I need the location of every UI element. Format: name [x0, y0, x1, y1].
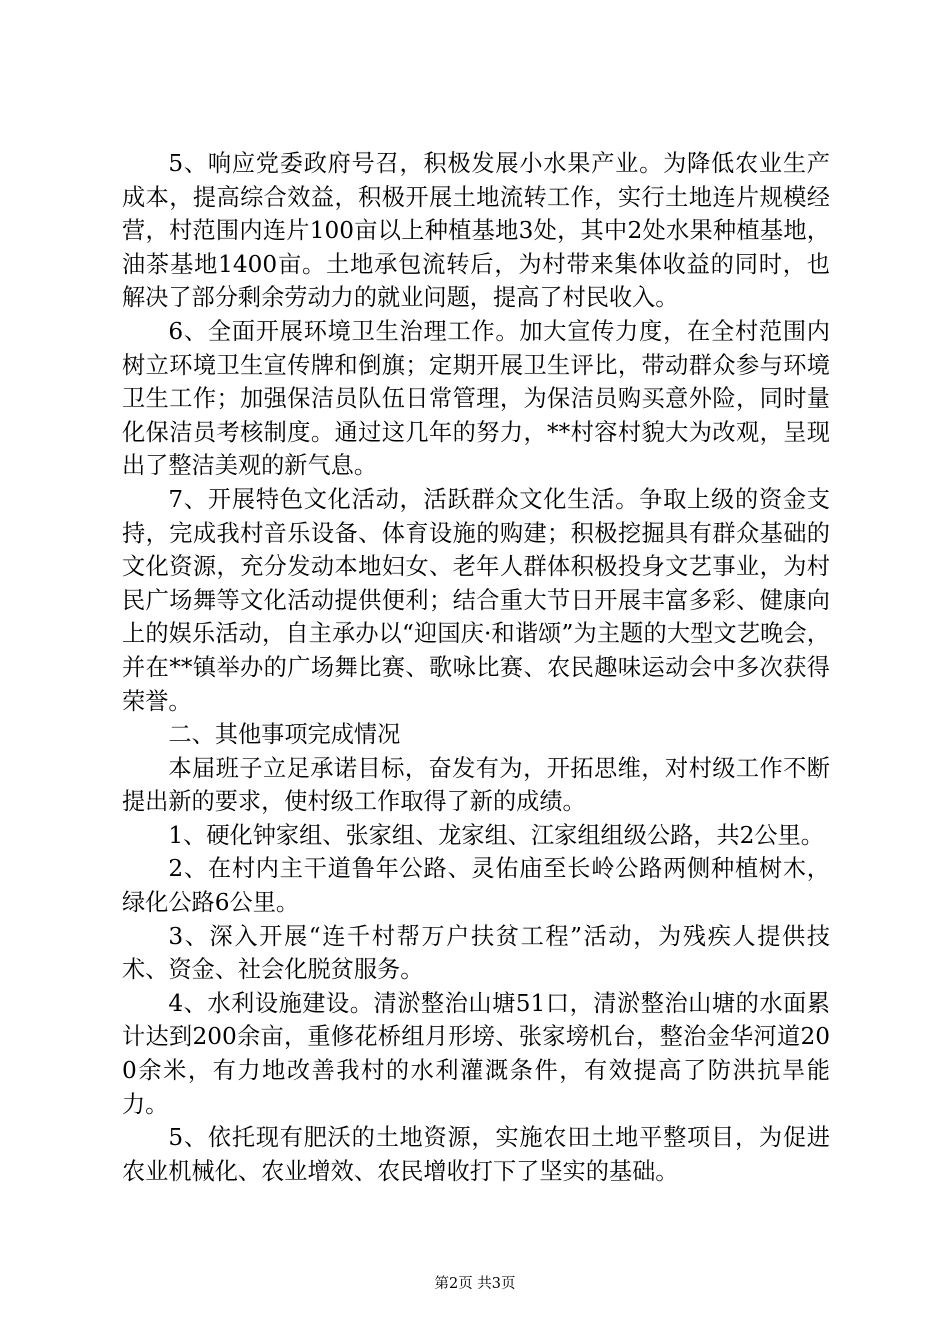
page-number-footer: 第2页 共3页 [434, 1276, 516, 1292]
paragraph-item-6-sanitation: 6、全面开展环境卫生治理工作。加大宣传力度，在全村范围内树立环境卫生宣传牌和倒旗；定期开展卫生评比，带动群众参与环境卫生工作；加强保洁员队伍日常管理，为保洁员购买意外险，同时量化保洁员考核制度。通过这几年的努力，**村容村貌大为改观，呈现出了整洁美观的新气息。 [122, 317, 830, 480]
section-heading-other-matters: 二、其他事项完成情况 [168, 721, 401, 749]
list-item-3-poverty-relief: 3、深入开展“连千村帮万户扶贫工程”活动，为残疾人提供技术、资金、社会化脱贫服务。 [122, 922, 830, 984]
list-item-2-greening: 2、在村内主干道鲁年公路、灵佑庙至长岭公路两侧种植树木，绿化公路6公里。 [122, 855, 830, 917]
paragraph-item-5-fruit-industry: 5、响应党委政府号召，积极发展小水果产业。为降低农业生产成本，提高综合效益，积极开展土地流转工作，实行土地连片规模经营，村范围内连片100亩以上种植基地3处，其中2处水果种植基地，油茶基地1400亩。土地承包流转后，为村带来集体收益的同时，也解决了部分剩余劳动力的就业问题，提高了村民收入。 [122, 150, 830, 312]
list-item-4-water-conservancy: 4、水利设施建设。清淤整治山塘51口，清淤整治山塘的水面累计达到200余亩，重修花桥组月形塝、张家塝机台，整治金华河道200余米，有力地改善我村的水利灌溉条件，有效提高了防洪抗旱能力。 [122, 989, 830, 1118]
list-item-1-roads: 1、硬化钟家组、张家组、龙家组、江家组组级公路，共2公里。 [168, 821, 824, 849]
list-item-5-land-leveling: 5、依托现有肥沃的土地资源，实施农田土地平整项目，为促进农业机械化、农业增效、农民增收打下了坚实的基础。 [122, 1124, 830, 1185]
paragraph-item-7-culture: 7、开展特色文化活动，活跃群众文化生活。争取上级的资金支持，完成我村音乐设备、体育设施的购建；积极挖掘具有群众基础的文化资源，充分发动本地妇女、老年人群体积极投身文艺事业，为村民广场舞等文化活动提供便利；结合重大节日开展丰富多彩、健康向上的娱乐活动，自主承办以“迎国庆·和谐颂”为主题的大型文艺晚会，并在**镇举办的广场舞比赛、歌咏比赛、农民趣味运动会中多次获得荣誉。 [122, 485, 830, 715]
paragraph-intro: 本届班子立足承诺目标，奋发有为，开拓思维，对村级工作不断提出新的要求，使村级工作取得了新的成绩。 [122, 754, 830, 816]
document-body [122, 147, 830, 1188]
